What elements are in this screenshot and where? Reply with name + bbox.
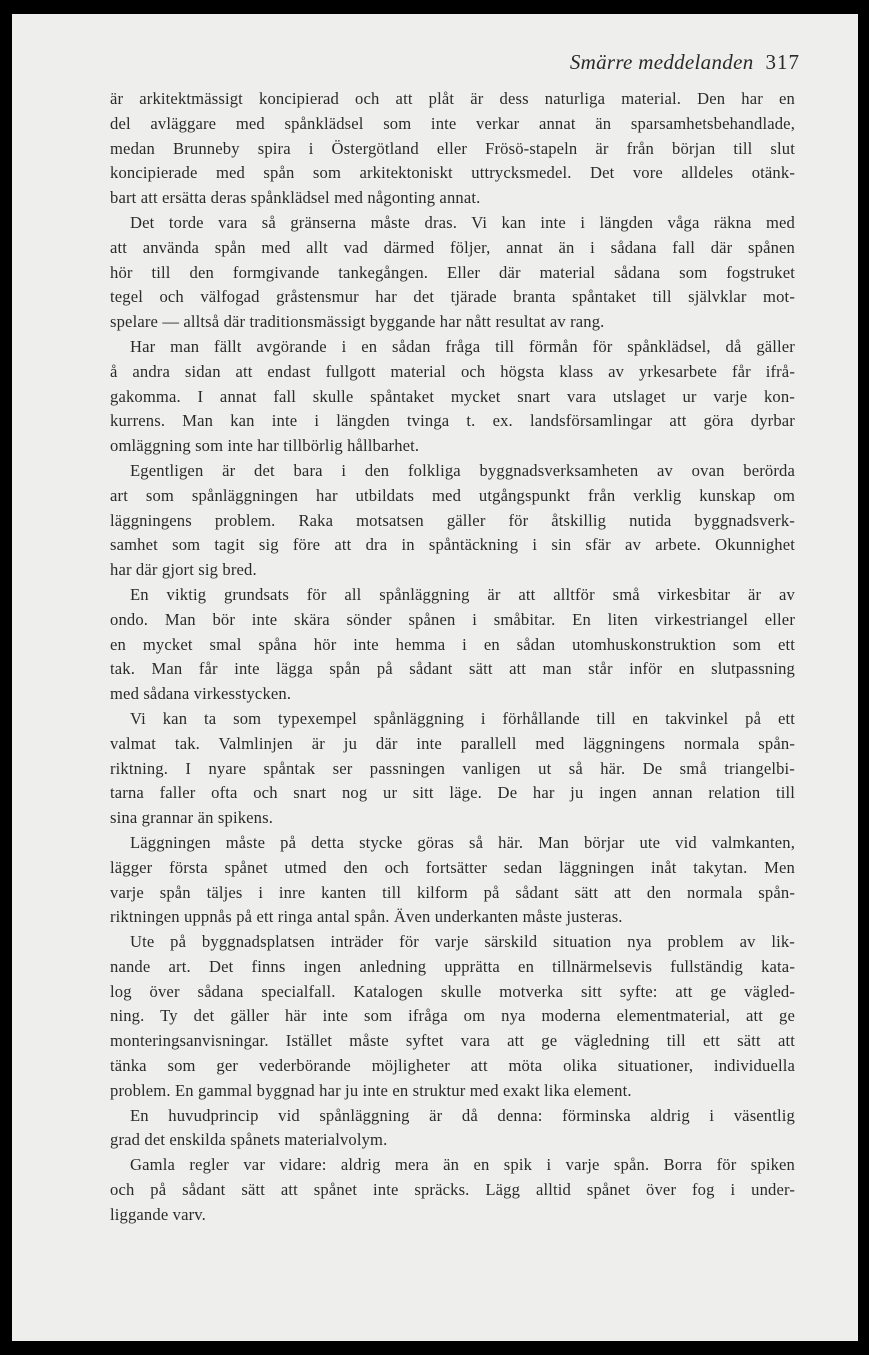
text-line: nande art. Det finns ingen anledning upprätta en tillnärmelsevis fullständig kata- — [110, 956, 795, 976]
text-line: Gamla regler var vidare: aldrig mera än en spik i varje spån. Borra för spiken — [130, 1155, 795, 1175]
paragraph — [110, 335, 795, 459]
running-head — [108, 50, 800, 75]
text-line: gakomma. I annat fall skulle spåntaket mycket snart vara utslaget ur varje kon- — [110, 386, 795, 406]
paragraph — [110, 211, 795, 335]
text-line: bart att ersätta deras spånklädsel med någonting annat. — [110, 188, 481, 208]
text-line: Det torde vara så gränserna måste dras. Vi kan inte i längden våga räkna med — [130, 212, 795, 232]
text-line: koncipierade med spån som arkitektoniskt uttrycksmedel. Det vore alldeles otänk- — [110, 163, 795, 183]
body-text — [110, 87, 795, 1228]
text-line: och på sådant sätt att spånet inte spräcks. Lägg alltid spånet över fog i under- — [110, 1180, 795, 1200]
text-line: tak. Man får inte lägga spån på sådant sätt att man står inför en slutpassning — [110, 659, 795, 679]
text-line: samhet som tagit sig före att dra in spåntäckning i sin sfär av arbete. Okunnighet — [110, 535, 795, 555]
text-line: har där gjort sig bred. — [110, 560, 257, 580]
paragraph — [110, 930, 795, 1104]
page-number: 317 — [765, 50, 800, 74]
text-line: medan Brunneby spira i Östergötland eller Frösö-stapeln är från början till slut — [110, 138, 795, 158]
paragraph — [110, 707, 795, 831]
text-line: En viktig grundsats för all spånläggning är att alltför små virkesbitar är av — [130, 584, 795, 604]
text-line: att använda spån med allt vad därmed följer, annat än i sådana fall där spånen — [110, 237, 795, 257]
text-line: valmat tak. Valmlinjen är ju där inte parallell med läggningens normala spån- — [110, 733, 795, 753]
paragraph — [110, 1153, 795, 1227]
text-line: en mycket smal spåna hör inte hemma i en sådan utomhuskonstruktion som ett — [110, 634, 795, 654]
text-line: Egentligen är det bara i den folkliga byggnadsverksamheten av ovan berörda — [130, 460, 795, 480]
text-line: spelare — alltså där traditionsmässigt byggande har nått resultat av rang. — [110, 312, 605, 332]
paragraph — [110, 1104, 795, 1154]
paragraph — [110, 87, 795, 211]
text-line: å andra sidan att endast fullgott material och högsta klass av yrkesarbete får ifrå- — [110, 361, 795, 381]
text-line: monteringsanvisningar. Istället måste syftet vara att ge vägledning till ett sätt att — [110, 1031, 795, 1051]
text-line: En huvudprincip vid spånläggning är då denna: förminska aldrig i väsentlig — [130, 1105, 795, 1125]
text-line: Vi kan ta som typexempel spånläggning i förhållande till en takvinkel på ett — [130, 708, 795, 728]
text-line: log över sådana specialfall. Katalogen skulle motverka sitt syfte: att ge vägled- — [110, 981, 795, 1001]
text-line: ning. Ty det gäller här inte som ifråga om nya moderna elementmaterial, att ge — [110, 1006, 795, 1026]
text-line: liggande varv. — [110, 1204, 206, 1224]
text-line: art som spånläggningen har utbildats med utgångspunkt från verklig kunskap om — [110, 485, 795, 505]
text-line: lägger första spånet utmed den och fortsätter sedan läggningen inåt takytan. Men — [110, 857, 795, 877]
paragraph — [110, 459, 795, 583]
text-line: riktningen uppnås på ett ringa antal spån. Även underkanten måste justeras. — [110, 907, 623, 927]
text-line: riktning. I nyare spåntak ser passningen vanligen ut så här. De små triangelbi- — [110, 758, 795, 778]
text-line: grad det enskilda spånets materialvolym. — [110, 1130, 388, 1150]
text-line: med sådana virkesstycken. — [110, 684, 292, 704]
text-line: sina grannar än spikens. — [110, 808, 274, 828]
text-line: Ute på byggnadsplatsen inträder för varje särskild situation nya problem av lik- — [130, 932, 795, 952]
running-head-title: Smärre meddelanden — [569, 50, 754, 74]
text-line: kurrens. Man kan inte i längden tvinga t. ex. landsförsamlingar att göra dyrbar — [110, 411, 795, 431]
text-line: är arkitektmässigt koncipierad och att plåt är dess naturliga material. Den har en — [110, 89, 795, 108]
text-line: tarna faller ofta och snart nog ur sitt läge. De har ju ingen annan relation till — [110, 783, 795, 803]
text-line: läggningens problem. Raka motsatsen gäller för åtskillig nutida byggnadsverk- — [110, 510, 795, 530]
text-line: ondo. Man bör inte skära sönder spånen i småbitar. En liten virkestriangel eller — [110, 609, 795, 629]
text-line: Läggningen måste på detta stycke göras så här. Man börjar ute vid valmkanten, — [130, 832, 795, 852]
text-line: tegel och välfogad gråstensmur har det tjärade branta spåntaket till självklar mot- — [110, 287, 795, 307]
paragraph — [110, 831, 795, 930]
text-line: del avläggare med spånklädsel som inte verkar annat än sparsamhetsbehandlade, — [110, 113, 795, 133]
paragraph — [110, 583, 795, 707]
text-line: problem. En gammal byggnad har ju inte en struktur med exakt lika element. — [110, 1080, 632, 1100]
text-line: hör till den formgivande tankegången. Eller där material sådana som fogstruket — [110, 262, 795, 282]
text-line: omläggning som inte har tillbörlig hållbarhet. — [110, 436, 420, 456]
text-line: tänka som ger vederbörande möjligheter att möta olika situationer, individuella — [110, 1056, 795, 1076]
text-line: varje spån täljes i inre kanten till kilform på sådant sätt att den normala spån- — [110, 882, 795, 902]
text-line: Har man fällt avgörande i en sådan fråga till förmån för spånklädsel, då gäller — [130, 336, 795, 356]
book-page — [12, 14, 858, 1341]
